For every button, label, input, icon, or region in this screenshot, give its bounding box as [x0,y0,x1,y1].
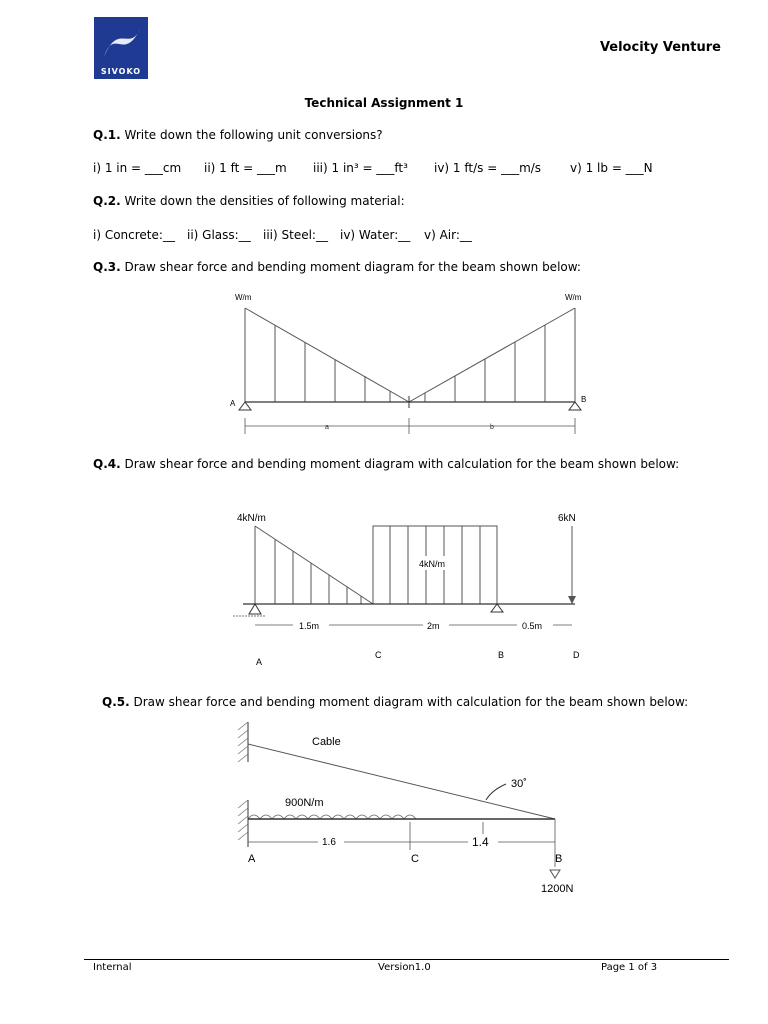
point-label: A [256,657,263,667]
question-number: Q.2. [93,194,121,208]
q1-item: iii) 1 in³ = ___ft³ [313,161,408,175]
q2-item: v) Air:__ [424,228,472,242]
pin-support-icon [239,402,251,410]
figure-q3-beam [225,288,595,438]
dimension-label: 1.6 [322,837,336,848]
question-number: Q.3. [93,260,121,274]
q2-item: ii) Glass:__ [187,228,251,242]
pin-support-icon [569,402,581,410]
q1-item: i) 1 in = ___cm [93,161,182,175]
question-text: Write down the densities of following material: [124,194,405,208]
q2-item: iii) Steel:__ [263,228,328,242]
pin-support-icon [249,604,261,614]
point-label: A [248,853,256,865]
arrow-down-icon [550,870,560,878]
footer-right: Page 1 of 3 [601,962,658,973]
point-label: B [555,853,563,865]
point-label: B [498,650,505,660]
dimension-label: 0.5m [522,621,543,631]
dimension-label: b [490,424,494,431]
figure-q4-beam [225,508,595,673]
point-label: C [375,650,382,660]
question-2 [93,194,405,208]
question-number: Q.5. [102,695,130,709]
load-label: W/m [235,293,252,302]
arrow-down-icon [568,596,576,604]
question-3 [93,260,581,274]
question-text: Draw shear force and bending moment diagram for the beam shown below: [124,260,581,274]
q1-item: iv) 1 ft/s = ___m/s [434,161,542,175]
logo-wave-icon [94,17,148,67]
logo-text: SIVOKO [100,67,142,76]
q2-item: i) Concrete:__ [93,228,175,242]
load-label: 6kN [558,513,576,524]
dimension-label: 1.5m [299,621,320,631]
dimension-label: a [325,424,329,431]
point-label: D [573,650,580,660]
document-title: Technical Assignment 1 [304,96,464,110]
question-number: Q.1. [93,128,121,142]
angle-label: 30˚ [511,778,527,790]
question-text: Draw shear force and bending moment diagram with calculation for the beam shown below: [133,695,689,709]
question-number: Q.4. [93,457,121,471]
q2-item: iv) Water:__ [340,228,411,242]
load-label: 4kN/m [419,559,446,569]
support-label: B [581,395,587,404]
support-label: A [230,399,236,408]
load-label: 900N/m [285,797,324,809]
q1-item: ii) 1 ft = ___m [204,161,287,175]
footer-divider [84,959,729,960]
question-4 [93,457,679,471]
load-label: W/m [565,293,582,302]
footer-left: Internal [93,962,132,973]
question-text: Draw shear force and bending moment diagram with calculation for the beam shown below: [124,457,680,471]
point-label: C [411,853,419,865]
load-label: 4kN/m [237,513,266,524]
dimension-label: 1.4 [472,835,489,849]
roller-support-icon [491,604,503,612]
question-text: Write down the following unit conversions? [124,128,383,142]
cable-label: Cable [312,736,341,748]
load-label: 1200N [541,883,574,895]
question-5 [102,695,688,709]
figure-q5-beam [230,722,590,902]
question-1 [93,128,383,142]
company-name: Velocity Venture [599,40,721,55]
dimension-label: 2m [427,621,440,631]
q1-item: v) 1 lb = ___N [570,161,653,175]
footer-center: Version1.0 [378,962,431,973]
